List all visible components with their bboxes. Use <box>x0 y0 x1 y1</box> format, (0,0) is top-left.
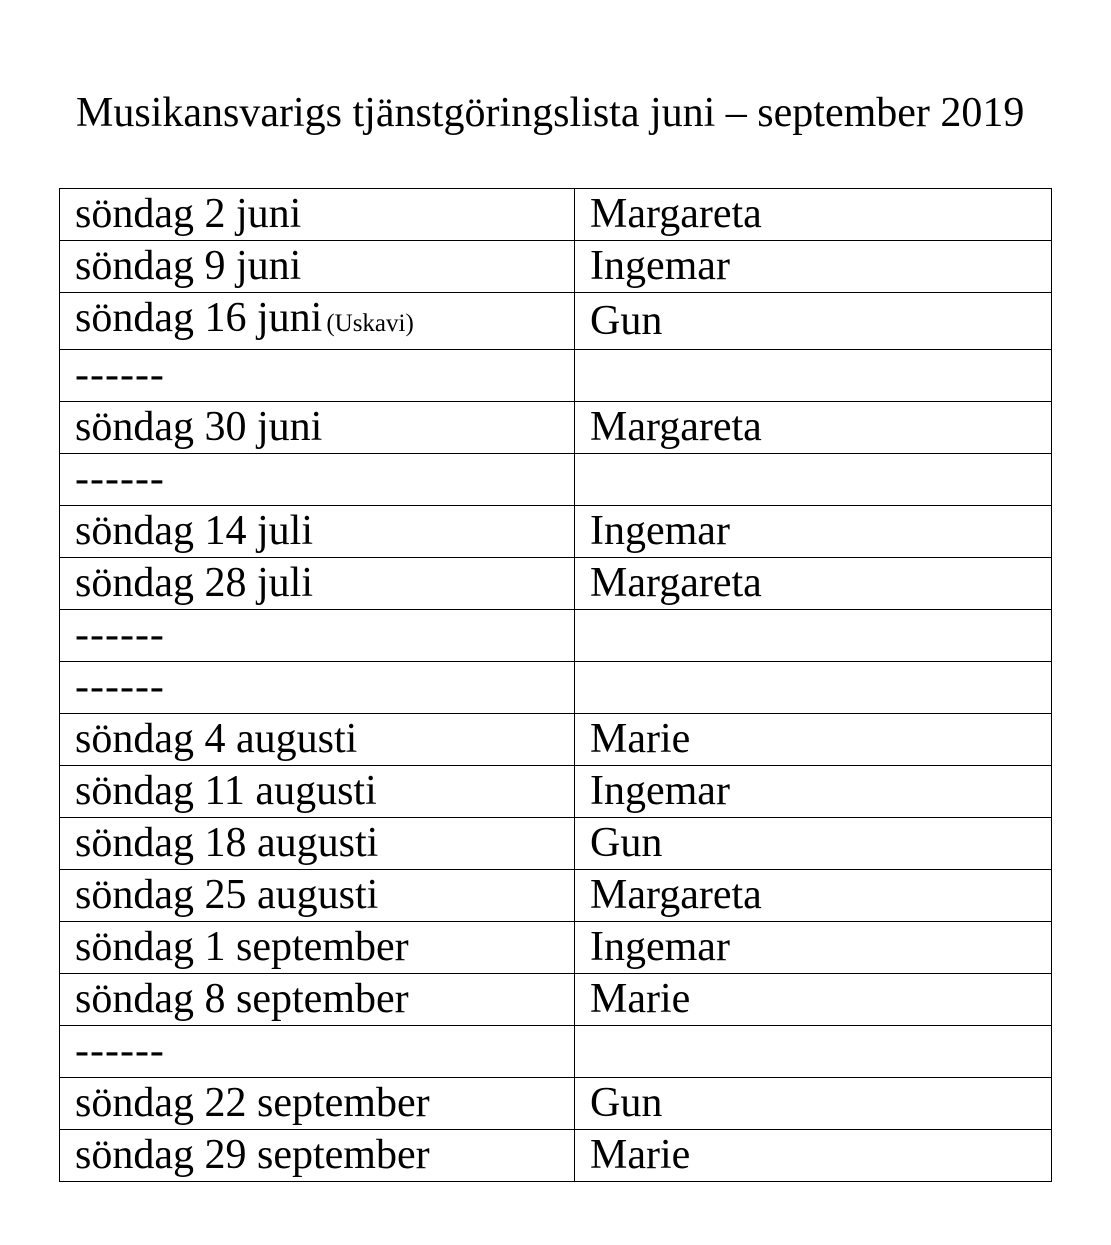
date-text: söndag 9 juni <box>75 243 302 289</box>
date-text: söndag 2 juni <box>75 191 302 237</box>
table-row <box>60 818 1052 870</box>
date-cell <box>60 766 575 818</box>
date-cell <box>60 241 575 293</box>
date-cell <box>60 454 575 506</box>
date-text: söndag 28 juli <box>75 560 313 606</box>
location-note: (Uskavi) <box>326 310 414 337</box>
name-cell: Margareta <box>575 402 1052 454</box>
table-row <box>60 714 1052 766</box>
table-row <box>60 1130 1052 1182</box>
table-row <box>60 1026 1052 1078</box>
table-row <box>60 454 1052 506</box>
date-text: ------ <box>75 352 165 398</box>
date-text: söndag 25 augusti <box>75 872 379 918</box>
name-cell: Ingemar <box>575 922 1052 974</box>
date-cell <box>60 293 575 350</box>
name-cell: Gun <box>575 293 1052 350</box>
date-cell <box>60 402 575 454</box>
date-cell <box>60 350 575 402</box>
date-cell <box>60 189 575 241</box>
date-text: söndag 29 september <box>75 1132 430 1178</box>
date-text: söndag 16 juni <box>75 295 323 341</box>
date-cell <box>60 662 575 714</box>
date-text: söndag 8 september <box>75 976 409 1022</box>
date-cell <box>60 1078 575 1130</box>
table-row <box>60 558 1052 610</box>
name-cell <box>575 662 1052 714</box>
table-row <box>60 1078 1052 1130</box>
date-text: söndag 14 juli <box>75 508 313 554</box>
date-cell <box>60 818 575 870</box>
date-text: söndag 18 augusti <box>75 820 379 866</box>
name-cell: Ingemar <box>575 766 1052 818</box>
date-cell <box>60 714 575 766</box>
name-cell: Marie <box>575 714 1052 766</box>
table-row <box>60 974 1052 1026</box>
name-cell: Ingemar <box>575 506 1052 558</box>
name-cell <box>575 350 1052 402</box>
table-row <box>60 402 1052 454</box>
page-title: Musikansvarigs tjänstgöringslista juni – september 2019 <box>76 90 1025 136</box>
date-cell <box>60 1130 575 1182</box>
name-cell: Gun <box>575 1078 1052 1130</box>
date-text: ------ <box>75 612 165 658</box>
date-text: ------ <box>75 1028 165 1074</box>
date-cell <box>60 922 575 974</box>
name-cell <box>575 610 1052 662</box>
name-cell: Marie <box>575 974 1052 1026</box>
name-cell: Margareta <box>575 870 1052 922</box>
table-row <box>60 766 1052 818</box>
table-row <box>60 870 1052 922</box>
name-cell: Gun <box>575 818 1052 870</box>
date-text: söndag 30 juni <box>75 404 323 450</box>
date-cell <box>60 506 575 558</box>
name-cell: Marie <box>575 1130 1052 1182</box>
date-cell <box>60 974 575 1026</box>
date-text: ------ <box>75 456 165 502</box>
table-row <box>60 610 1052 662</box>
date-text: söndag 4 augusti <box>75 716 358 762</box>
name-cell <box>575 1026 1052 1078</box>
date-cell <box>60 1026 575 1078</box>
date-cell <box>60 610 575 662</box>
date-cell <box>60 558 575 610</box>
table-row <box>60 922 1052 974</box>
roster-table <box>59 188 1052 1182</box>
date-text: ------ <box>75 664 165 710</box>
name-cell <box>575 454 1052 506</box>
date-text: söndag 11 augusti <box>75 768 377 814</box>
table-row <box>60 293 1052 350</box>
name-cell: Margareta <box>575 189 1052 241</box>
roster-body <box>60 189 1052 1182</box>
date-text: söndag 1 september <box>75 924 409 970</box>
date-text: söndag 22 september <box>75 1080 430 1126</box>
name-cell: Margareta <box>575 558 1052 610</box>
table-row <box>60 662 1052 714</box>
table-row <box>60 506 1052 558</box>
table-row <box>60 189 1052 241</box>
table-row <box>60 350 1052 402</box>
date-cell <box>60 870 575 922</box>
table-row <box>60 241 1052 293</box>
name-cell: Ingemar <box>575 241 1052 293</box>
